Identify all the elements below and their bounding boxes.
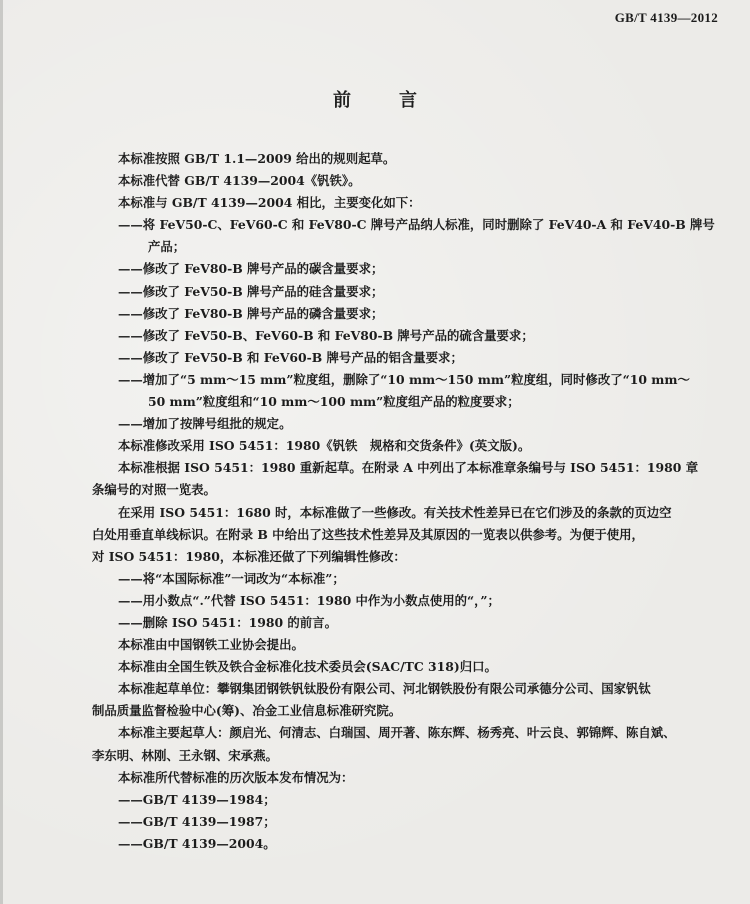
paragraph-modifications-continued: 对 ISO 5451：1980，本标准还做了下列编辑性修改： — [92, 548, 406, 564]
paragraph-history-intro: 本标准所代替标准的历次版本发布情况为： — [118, 769, 354, 785]
paragraph-modifications-continued: 白处用垂直单线标识。在附录 B 中给出了这些技术性差异及其原因的一览表以供参考。为便于使用， — [92, 526, 644, 542]
edit-item: ——将“本国际标准”一词改为“本标准”； — [118, 570, 345, 586]
history-item: ——GB/T 4139—2004。 — [118, 835, 276, 851]
change-item: ——修改了 FeV80-B 牌号产品的碳含量要求； — [118, 261, 384, 277]
change-item: ——修改了 FeV50-B 和 FeV60-B 牌号产品的铝含量要求； — [118, 349, 463, 365]
change-item-continued: 50 mm”粒度组和“10 mm～100 mm”粒度组产品的粒度要求； — [148, 394, 520, 410]
paragraph-drafting-units: 本标准起草单位：攀钢集团钢铁钒钛股份有限公司、河北钢铁股份有限公司承德分公司、国家钒钛 — [118, 681, 651, 697]
paragraph-iso-adoption: 本标准修改采用 ISO 5451：1980《钒铁 规格和交货条件》(英文版)。 — [118, 438, 531, 454]
history-item: ——GB/T 4139—1984； — [118, 791, 276, 807]
change-item: ——将 FeV50-C、FeV60-C 和 FeV80-C 牌号产品纳人标准，同时删除了 FeV40-A 和 FeV40-B 牌号 — [118, 217, 715, 233]
change-item: ——增加了按牌号组批的规定。 — [118, 416, 292, 432]
change-item: ——修改了 FeV80-B 牌号产品的磷含量要求； — [118, 305, 384, 321]
foreword-body — [92, 148, 732, 855]
scan-edge — [0, 0, 3, 904]
paragraph-redrafted: 本标准根据 ISO 5451：1980 重新起草。在附录 A 中列出了本标准章条编号与 ISO 5451：1980 章 — [118, 460, 699, 476]
paragraph-replaces: 本标准代替 GB/T 4139—2004《钒铁》。 — [118, 173, 361, 189]
paragraph-proposed-by: 本标准由中国钢铁工业协会提出。 — [118, 637, 304, 653]
change-item: ——修改了 FeV50-B 牌号产品的硅含量要求； — [118, 283, 384, 299]
paragraph-modifications: 在采用 ISO 5451：1680 时，本标准做了一些修改。有关技术性差异已在它们涉及的条款的页边空 — [118, 504, 672, 520]
standard-code: GB/T 4139—2012 — [614, 10, 718, 25]
paragraph-changes-intro: 本标准与 GB/T 4139—2004 相比，主要变化如下： — [118, 195, 421, 211]
paragraph-drafters-continued: 李东明、林刚、王永钢、宋承燕。 — [92, 747, 278, 763]
history-item: ——GB/T 4139—1987； — [118, 813, 276, 829]
edit-item: ——删除 ISO 5451：1980 的前言。 — [118, 614, 337, 630]
paragraph-drafting-units-continued: 制品质量监督检验中心(筹)、冶金工业信息标准研究院。 — [92, 703, 402, 719]
change-item: ——增加了“5 mm～15 mm”粒度组，删除了“10 mm～150 mm”粒度组，同时修改了“10 mm～ — [118, 371, 690, 387]
edit-item: ——用小数点“.”代替 ISO 5451：1980 中作为小数点使用的“，”； — [118, 592, 500, 608]
paragraph-administered-by: 本标准由全国生铁及铁合金标准化技术委员会(SAC/TC 318)归口。 — [118, 659, 497, 675]
change-item: ——修改了 FeV50-B、FeV60-B 和 FeV80-B 牌号产品的硫含量要求； — [118, 327, 534, 343]
paragraph-drafting-rules: 本标准按照 GB/T 1.1—2009 给出的规则起草。 — [118, 151, 396, 166]
change-item-continued: 产品； — [148, 239, 186, 255]
paragraph-redrafted-continued: 条编号的对照一览表。 — [92, 482, 216, 498]
paragraph-drafters: 本标准主要起草人：颜启光、何清志、白瑞国、周开著、陈东辉、杨秀亮、叶云良、郭锦辉、陈自斌、 — [118, 725, 676, 741]
page-title: 前言 — [333, 90, 465, 111]
